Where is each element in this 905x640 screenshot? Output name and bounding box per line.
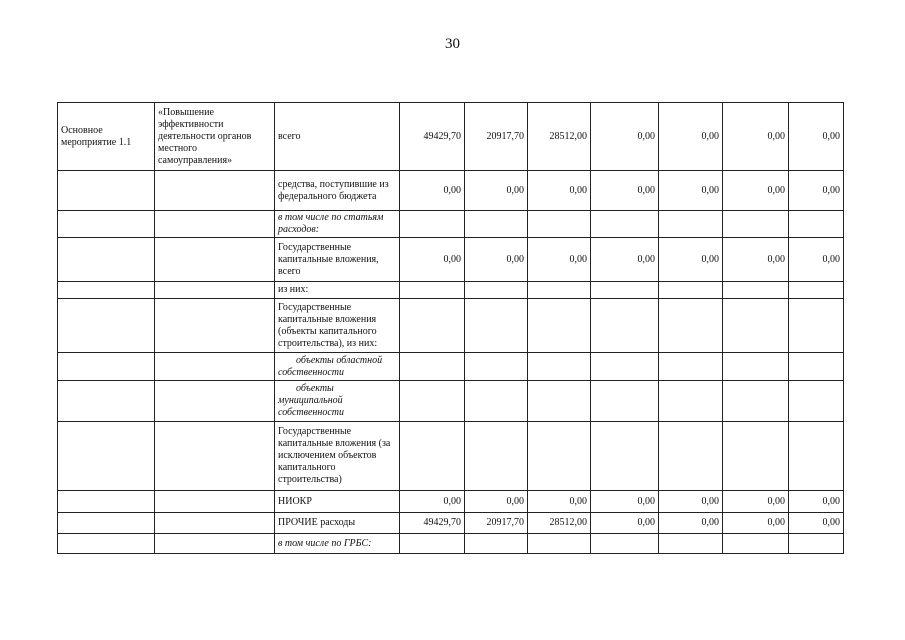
value-cell	[659, 534, 723, 554]
value-cell	[789, 299, 844, 353]
row-label-cell: ПРОЧИЕ расходы	[275, 513, 400, 534]
value-cell: 0,00	[789, 513, 844, 534]
value-cell	[789, 211, 844, 238]
row-label-cell: Государственные капитальные вложения (объекты капитального строительства), из них:	[275, 299, 400, 353]
page-number: 30	[445, 36, 460, 52]
value-cell	[723, 282, 789, 299]
row-label-cell: в том числе по ГРБС:	[275, 534, 400, 554]
value-cell	[400, 534, 465, 554]
value-cell	[723, 211, 789, 238]
value-cell: 0,00	[400, 238, 465, 282]
value-cell	[400, 422, 465, 491]
table-row	[58, 422, 844, 491]
value-cell	[400, 282, 465, 299]
value-cell	[465, 282, 528, 299]
activity-name-cell	[58, 238, 155, 282]
value-cell: 28512,00	[528, 103, 591, 171]
activity-name-cell	[58, 491, 155, 513]
table-row	[58, 513, 844, 534]
row-label-cell: в том числе по статьям расходов:	[275, 211, 400, 238]
value-cell: 0,00	[789, 491, 844, 513]
value-cell: 0,00	[528, 491, 591, 513]
activity-title-cell	[155, 381, 275, 422]
value-cell: 28512,00	[528, 513, 591, 534]
value-cell: 0,00	[659, 171, 723, 211]
row-label-cell: всего	[275, 103, 400, 171]
value-cell: 0,00	[400, 491, 465, 513]
value-cell	[723, 422, 789, 491]
value-cell: 0,00	[591, 238, 659, 282]
value-cell: 0,00	[659, 513, 723, 534]
table-row	[58, 171, 844, 211]
value-cell: 0,00	[789, 103, 844, 171]
activity-title-cell	[155, 534, 275, 554]
activity-title-cell	[155, 299, 275, 353]
value-cell	[659, 282, 723, 299]
value-cell	[591, 534, 659, 554]
value-cell	[528, 422, 591, 491]
value-cell	[400, 381, 465, 422]
value-cell: 0,00	[723, 238, 789, 282]
row-label-cell: НИОКР	[275, 491, 400, 513]
value-cell	[465, 381, 528, 422]
activity-name-cell: Основное мероприятие 1.1	[58, 103, 155, 171]
value-cell: 0,00	[789, 238, 844, 282]
value-cell	[659, 381, 723, 422]
activity-title-cell: «Повышение эффективности деятельности органов местного самоуправления»	[155, 103, 275, 171]
value-cell: 0,00	[723, 171, 789, 211]
value-cell	[591, 353, 659, 381]
activity-name-cell	[58, 381, 155, 422]
value-cell: 0,00	[528, 238, 591, 282]
value-cell	[723, 299, 789, 353]
row-label-cell: объекты областной собственности	[275, 353, 400, 381]
value-cell	[528, 381, 591, 422]
activity-name-cell	[58, 299, 155, 353]
row-label-cell: объекты муниципальной собственности	[275, 381, 400, 422]
activity-name-cell	[58, 353, 155, 381]
value-cell	[659, 211, 723, 238]
table-row	[58, 211, 844, 238]
value-cell: 0,00	[789, 171, 844, 211]
value-cell	[723, 534, 789, 554]
value-cell	[400, 299, 465, 353]
value-cell	[789, 534, 844, 554]
value-cell: 20917,70	[465, 103, 528, 171]
row-label-cell: из них:	[275, 282, 400, 299]
activity-name-cell	[58, 513, 155, 534]
value-cell	[465, 299, 528, 353]
value-cell	[591, 299, 659, 353]
budget-table	[57, 102, 844, 554]
value-cell	[659, 299, 723, 353]
value-cell	[659, 353, 723, 381]
value-cell: 0,00	[591, 513, 659, 534]
value-cell	[789, 353, 844, 381]
value-cell	[528, 353, 591, 381]
activity-title-cell	[155, 238, 275, 282]
table-row	[58, 353, 844, 381]
table-row	[58, 534, 844, 554]
value-cell: 49429,70	[400, 513, 465, 534]
value-cell	[465, 534, 528, 554]
value-cell: 49429,70	[400, 103, 465, 171]
value-cell	[528, 211, 591, 238]
value-cell: 0,00	[465, 238, 528, 282]
activity-name-cell	[58, 282, 155, 299]
table-row	[58, 103, 844, 171]
value-cell: 20917,70	[465, 513, 528, 534]
value-cell	[591, 422, 659, 491]
value-cell: 0,00	[723, 491, 789, 513]
row-label-cell: Государственные капитальные вложения (за исключением объектов капитального строительства)	[275, 422, 400, 491]
value-cell: 0,00	[528, 171, 591, 211]
table-row	[58, 282, 844, 299]
value-cell: 0,00	[465, 171, 528, 211]
value-cell	[591, 282, 659, 299]
value-cell	[528, 299, 591, 353]
value-cell: 0,00	[659, 491, 723, 513]
value-cell: 0,00	[591, 103, 659, 171]
value-cell: 0,00	[400, 171, 465, 211]
value-cell	[789, 381, 844, 422]
table-row	[58, 238, 844, 282]
value-cell	[723, 381, 789, 422]
value-cell	[400, 353, 465, 381]
activity-title-cell	[155, 171, 275, 211]
value-cell	[591, 211, 659, 238]
value-cell: 0,00	[591, 171, 659, 211]
activity-name-cell	[58, 211, 155, 238]
activity-name-cell	[58, 534, 155, 554]
row-label-cell: Государственные капитальные вложения, всего	[275, 238, 400, 282]
activity-title-cell	[155, 422, 275, 491]
table-row	[58, 491, 844, 513]
value-cell	[659, 422, 723, 491]
value-cell	[789, 282, 844, 299]
activity-title-cell	[155, 513, 275, 534]
value-cell: 0,00	[659, 103, 723, 171]
table-row	[58, 299, 844, 353]
value-cell	[528, 282, 591, 299]
value-cell	[465, 422, 528, 491]
value-cell	[465, 353, 528, 381]
value-cell	[723, 353, 789, 381]
value-cell: 0,00	[723, 103, 789, 171]
activity-name-cell	[58, 171, 155, 211]
value-cell: 0,00	[723, 513, 789, 534]
activity-name-cell	[58, 422, 155, 491]
activity-title-cell	[155, 211, 275, 238]
activity-title-cell	[155, 282, 275, 299]
value-cell: 0,00	[659, 238, 723, 282]
activity-title-cell	[155, 491, 275, 513]
value-cell: 0,00	[465, 491, 528, 513]
value-cell	[789, 422, 844, 491]
value-cell	[591, 381, 659, 422]
value-cell	[400, 211, 465, 238]
value-cell	[465, 211, 528, 238]
value-cell	[528, 534, 591, 554]
value-cell: 0,00	[591, 491, 659, 513]
table-row	[58, 381, 844, 422]
row-label-cell: средства, поступившие из федерального бюджета	[275, 171, 400, 211]
activity-title-cell	[155, 353, 275, 381]
